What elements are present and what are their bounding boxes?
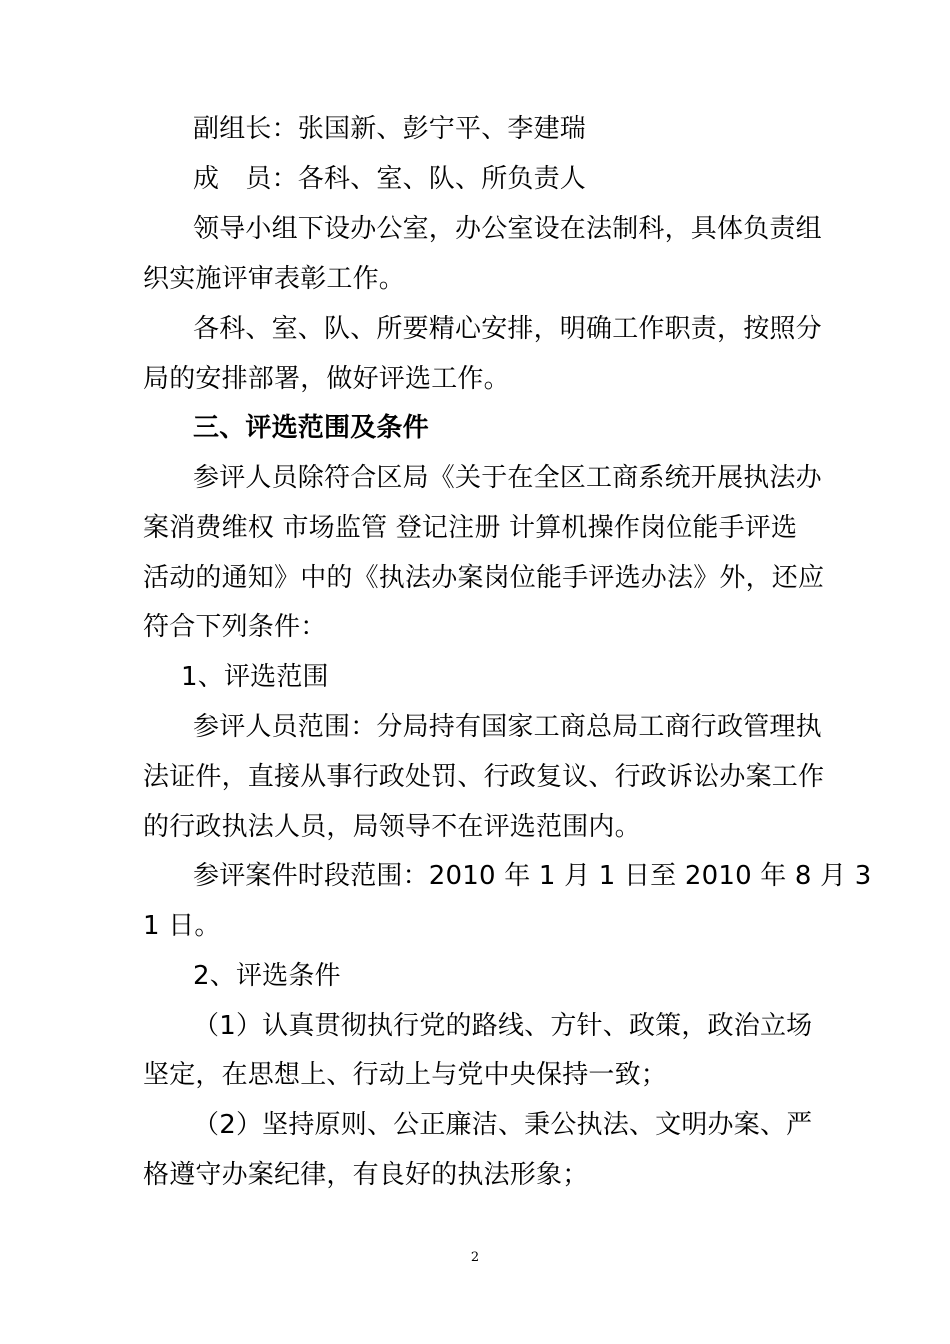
case-period-line-1: 参评案件时段范围：2010 年 1 月 1 日至 2010 年 8 月 3 (193, 861, 872, 891)
personnel-scope-line-1: 参评人员范围：分局持有国家工商总局工商行政管理执 (193, 712, 822, 742)
section-heading: 三、评选范围及条件 (193, 413, 429, 443)
members-line: 成 员：各科、室、队、所负责人 (193, 164, 587, 194)
personnel-scope-line-3: 的行政执法人员，局领导不在评选范围内。 (143, 812, 641, 842)
subheading-scope: 1、评选范围 (181, 662, 329, 692)
office-paragraph-line-1: 领导小组下设办公室，办公室设在法制科，具体负责组 (193, 214, 822, 244)
eligibility-paragraph-line-1: 参评人员除符合区局《关于在全区工商系统开展执法办 (193, 463, 822, 493)
eligibility-paragraph-line-4: 符合下列条件： (143, 612, 327, 642)
arrangement-paragraph-line-2: 局的安排部署，做好评选工作。 (143, 364, 510, 394)
eligibility-paragraph-line-3: 活动的通知》中的《执法办案岗位能手评选办法》外，还应 (143, 563, 825, 593)
page-number: 2 (470, 1250, 480, 1265)
deputy-leader-line: 副组长：张国新、彭宁平、李建瑞 (193, 114, 587, 144)
personnel-scope-line-2: 法证件，直接从事行政处罚、行政复议、行政诉讼办案工作 (143, 762, 825, 792)
condition-1-line-1: （1）认真贯彻执行党的路线、方针、政策，政治立场 (193, 1011, 813, 1041)
condition-2-line-2: 格遵守办案纪律，有良好的执法形象； (143, 1160, 589, 1190)
subheading-conditions: 2、评选条件 (193, 961, 341, 991)
eligibility-paragraph-line-2: 案消费维权 市场监管 登记注册 计算机操作岗位能手评选 (143, 513, 798, 543)
office-paragraph-line-2: 织实施评审表彰工作。 (143, 264, 406, 294)
condition-2-line-1: （2）坚持原则、公正廉洁、秉公执法、文明办案、严 (193, 1110, 813, 1140)
condition-1-line-2: 坚定，在思想上、行动上与党中央保持一致； (143, 1060, 668, 1090)
arrangement-paragraph-line-1: 各科、室、队、所要精心安排，明确工作职责，按照分 (193, 314, 822, 344)
case-period-line-2: 1 日。 (143, 911, 221, 941)
